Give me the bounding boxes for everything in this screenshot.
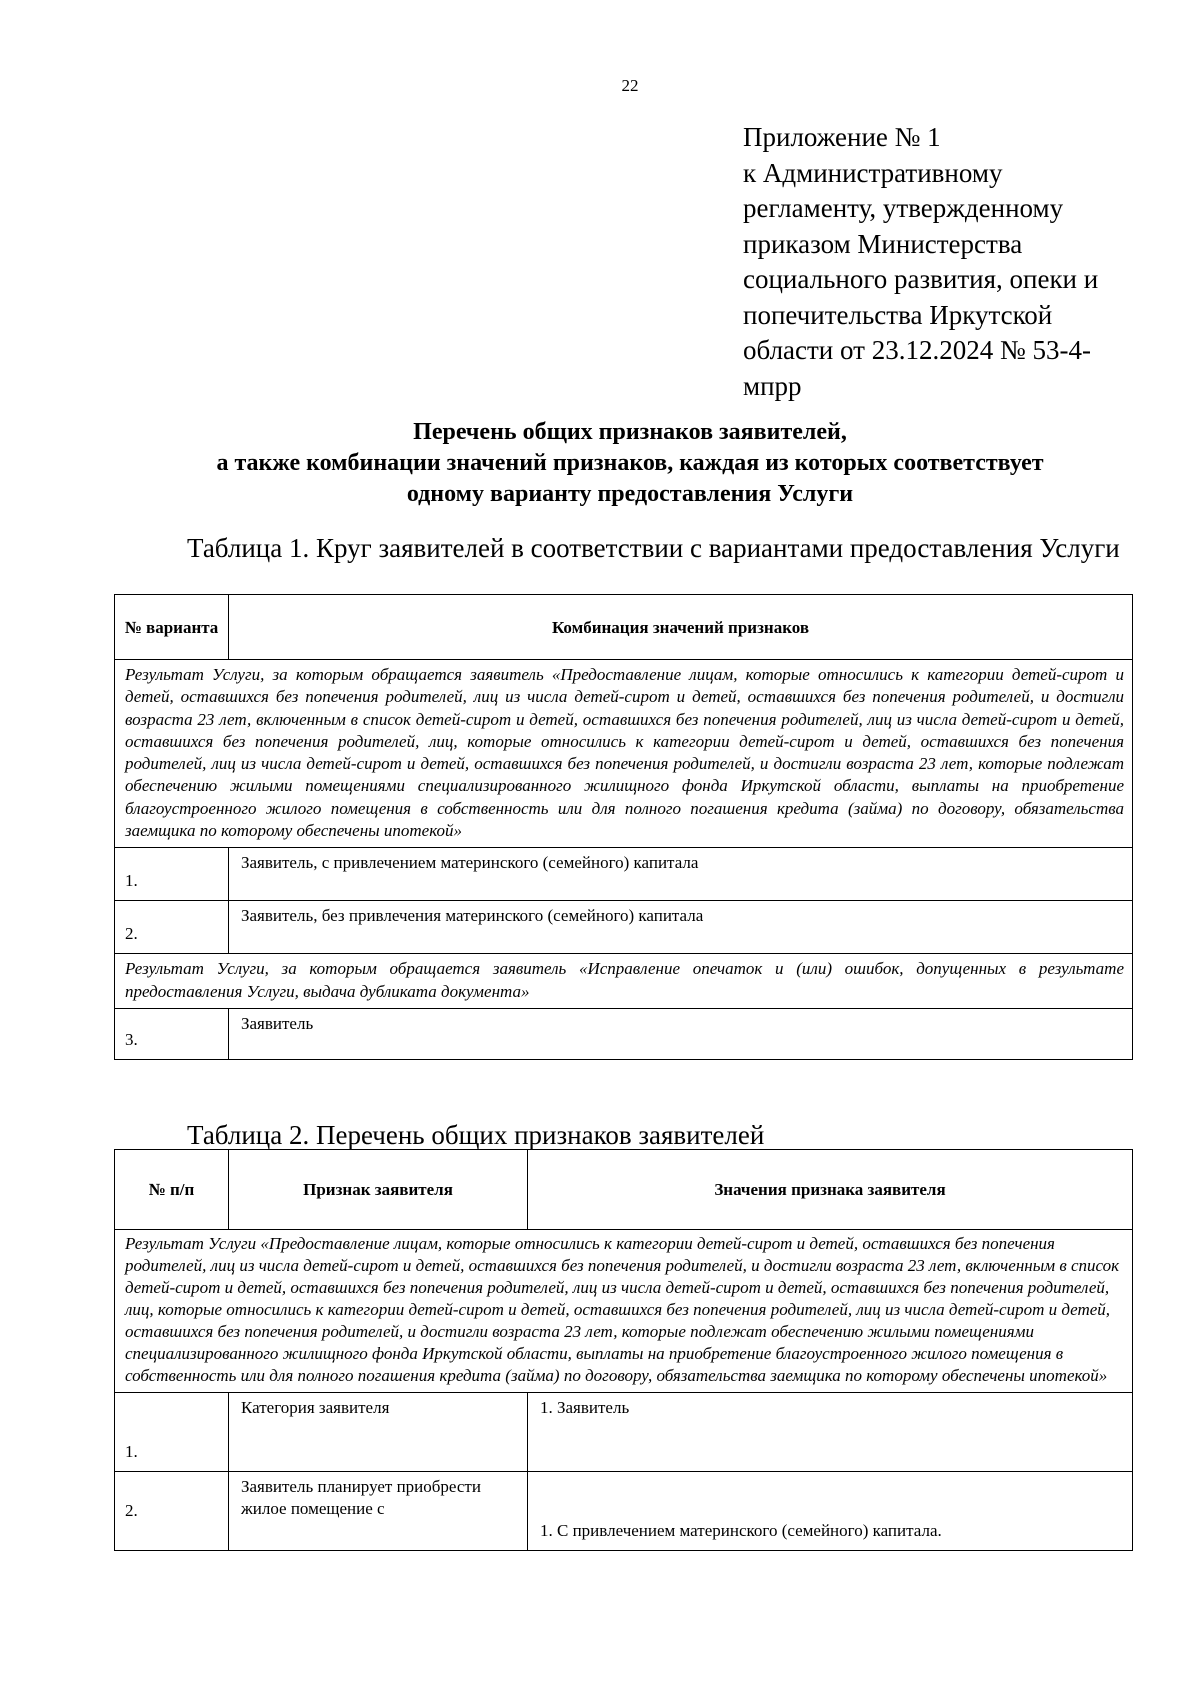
variant-number: 2. (115, 901, 229, 954)
table1-applicant-variants (114, 594, 1133, 1060)
title-line: одному варианту предоставления Услуги (406, 481, 854, 507)
table1-caption: Таблица 1. Круг заявителей в соответствии с вариантами предоставления Услуги (187, 533, 1120, 563)
attribute-name: Категория заявителя (229, 1393, 528, 1472)
appendix-note (743, 120, 1143, 404)
variant-number: 3. (115, 1008, 229, 1059)
table2-header-values: Значения признака заявителя (528, 1150, 1133, 1230)
table1-section-1-text: Результат Услуги, за которым обращается заявитель «Предоставление лицам, которые относились к категории детей-сирот и детей, оставшихся без попечения родителей, лиц из числа детей-сирот и детей, оставшихся без попечения родителей, и достигли возраста 23 лет, включенным в список детей-сирот и детей, оставшихся без попечения родителей, лиц из числа детей-сирот и детей, оставшихся без попечения родителей, лиц, которые относились к категории детей-сирот и детей, оставшихся без попечения родителей, лиц из числа детей-сирот и детей, оставшихся без попечения родителей, и достигли возраста 23 лет, которые подлежат обеспечению жилыми помещениями специализированного жилищного фонда Иркутской области, выплаты на приобретение благоустроенного жилого помещения в собственность или для полного погашения кредита (займа) по договору, обязательства заемщика по которому обеспечены ипотекой» (115, 660, 1133, 848)
table1-header-combination: Комбинация значений признаков (229, 595, 1133, 660)
table-row (115, 1472, 1133, 1551)
appendix-line: попечительства Иркутской (743, 299, 1053, 330)
page-number: 22 (621, 76, 639, 95)
appendix-line: регламенту, утвержденному (743, 193, 1064, 223)
attribute-values: 1. Заявитель (528, 1393, 1133, 1472)
table1-section-row (115, 954, 1133, 1009)
appendix-line: к Административному (743, 157, 1003, 188)
appendix-line: Приложение № 1 (743, 122, 941, 152)
appendix-line: мпрр (743, 370, 802, 401)
variant-number: 1. (115, 848, 229, 901)
title-line: Перечень общих признаков заявителей, (413, 419, 847, 445)
table1-header-variant-number: № варианта (115, 595, 229, 660)
appendix-line: социального развития, опеки и (743, 264, 1099, 294)
table2-header-number: № п/п (115, 1150, 229, 1230)
appendix-line: приказом Министерства (743, 228, 1023, 259)
table2-header-row (115, 1150, 1133, 1230)
table1-header-row (115, 595, 1133, 660)
attribute-number: 1. (115, 1393, 229, 1472)
table2-section-1-text: Результат Услуги «Предоставление лицам, которые относились к категории детей-сирот и детей, оставшихся без попечения родителей, лиц из числа детей-сирот и детей, оставшихся без попечения родителей, и достигли возраста 23 лет, включенным в список детей-сирот и детей, оставшихся без попечения родителей, лиц из числа детей-сирот и детей, оставшихся без попечения родителей, лиц, которые относились к категории детей-сирот и детей, оставшихся без попечения родителей, лиц из числа детей-сирот и детей, оставшихся без попечения родителей, и достигли возраста 23 лет, которые подлежат обеспечению жилыми помещениями специализированного жилищного фонда Иркутской области, выплаты на приобретение благоустроенного жилого помещения в собственность или для полного погашения кредита (займа) по договору, обязательства заемщика по которому обеспечены ипотекой» (115, 1230, 1133, 1393)
attribute-number: 2. (115, 1472, 229, 1551)
attribute-values: 1. С привлечением материнского (семейного) капитала. (528, 1472, 1133, 1551)
table2-caption: Таблица 2. Перечень общих признаков заявителей (187, 1120, 765, 1150)
variant-combination: Заявитель, с привлечением материнского (семейного) капитала (229, 848, 1133, 901)
table2-section-row (115, 1230, 1133, 1393)
title-line: а также комбинации значений признаков, каждая из которых соответствует (216, 450, 1044, 476)
table-row (115, 1393, 1133, 1472)
table-row (115, 1008, 1133, 1059)
table1-section-row (115, 660, 1133, 848)
appendix-line: области от 23.12.2024 № 53-4- (743, 335, 1091, 365)
table1-section-2-text: Результат Услуги, за которым обращается заявитель «Исправление опечаток и (или) ошибок, допущенных в результате предоставления Услуги, выдача дубликата документа» (115, 954, 1133, 1009)
variant-combination: Заявитель (229, 1008, 1133, 1059)
table2-header-attribute: Признак заявителя (229, 1150, 528, 1230)
variant-combination: Заявитель, без привлечения материнского (семейного) капитала (229, 901, 1133, 954)
table2-applicant-attributes (114, 1149, 1133, 1551)
attribute-name: Заявитель планирует приобрести жилое помещение с (229, 1472, 528, 1551)
table-row (115, 901, 1133, 954)
table-row (115, 848, 1133, 901)
document-title (115, 417, 1145, 510)
